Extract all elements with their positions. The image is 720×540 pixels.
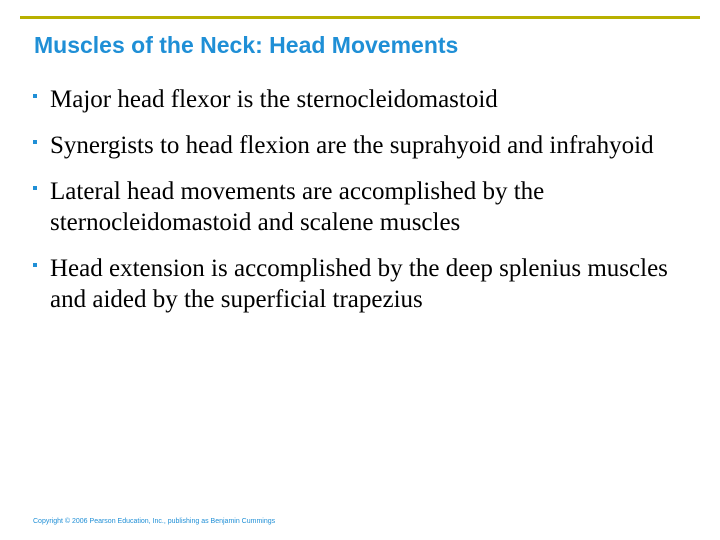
bullet-text: Synergists to head flexion are the suprahyoid and infrahyoid	[50, 132, 654, 159]
bullet-item	[30, 176, 690, 238]
bullet-square-icon	[33, 186, 37, 190]
slide-title: Muscles of the Neck: Head Movements	[34, 32, 459, 58]
bullet-item	[30, 130, 690, 161]
bullet-square-icon	[33, 140, 37, 144]
title-divider	[20, 16, 700, 19]
bullet-text: Lateral head movements are accomplished by the sternocleidomastoid and scalene muscles	[50, 178, 545, 236]
bullet-item	[30, 253, 690, 315]
bullet-square-icon	[33, 94, 37, 98]
bullet-item	[30, 84, 690, 115]
bullet-text: Major head flexor is the sternocleidomastoid	[50, 86, 498, 113]
copyright-footer: Copyright © 2006 Pearson Education, Inc., publishing as Benjamin Cummings	[33, 518, 276, 525]
bullet-square-icon	[33, 263, 37, 267]
bullet-text: Head extension is accomplished by the deep splenius muscles and aided by the superficial trapezius	[50, 255, 668, 313]
bullet-list	[30, 84, 690, 330]
